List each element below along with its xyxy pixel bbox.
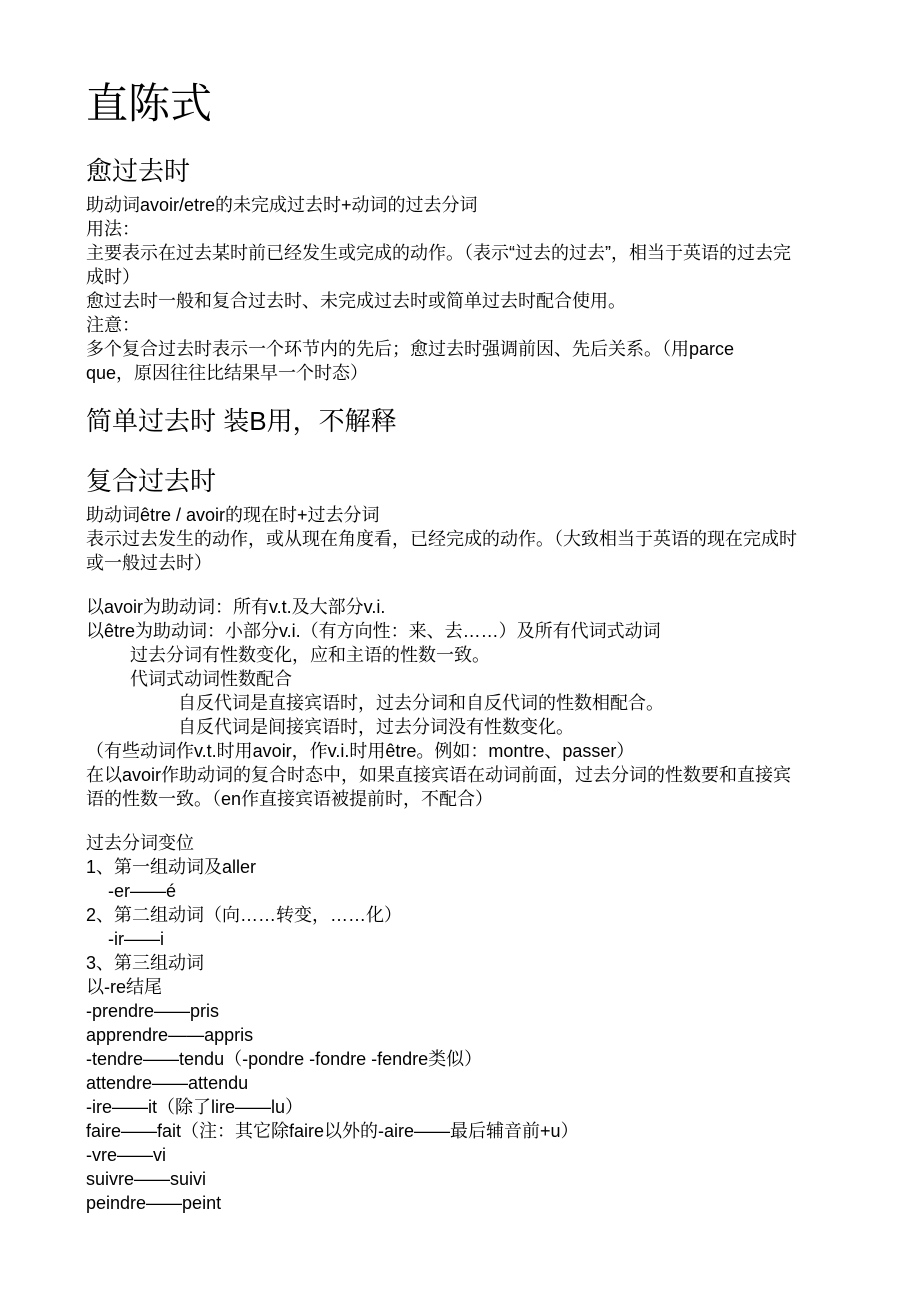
text-line: -tendre——tendu（-pondre -fondre -fendre类似） xyxy=(86,1049,483,1069)
text-line: suivre——suivi xyxy=(86,1169,207,1189)
text-line: 以avoir为助动词：所有v.t.及大部分v.i. xyxy=(86,597,386,617)
heading-passe-compose: 复合过去时 xyxy=(86,466,217,496)
text-line: 以être为助动词：小部分v.i.（有方向性：来、去……）及所有代词式动词 xyxy=(86,621,661,641)
text-line: peindre——peint xyxy=(86,1193,222,1213)
text-line: apprendre——appris xyxy=(86,1025,254,1045)
text-line: 注意： xyxy=(86,315,140,335)
text-line: 在以avoir作助动词的复合时态中，如果直接宾语在动词前面，过去分词的性数要和直接宾 xyxy=(86,765,792,785)
text-line: 自反代词是间接宾语时，过去分词没有性数变化。 xyxy=(178,717,574,737)
text-line: 自反代词是直接宾语时，过去分词和自反代词的性数相配合。 xyxy=(178,693,664,713)
page-title: 直陈式 xyxy=(86,80,213,127)
text-line: 3、第三组动词 xyxy=(86,953,205,973)
text-line: -ire——it（除了lire——lu） xyxy=(86,1097,304,1117)
text-line: 代词式动词性数配合 xyxy=(130,669,292,689)
text-line: 过去分词有性数变化，应和主语的性数一致。 xyxy=(130,645,490,665)
text-line: 过去分词变位 xyxy=(86,833,194,853)
text-line: 用法： xyxy=(86,219,140,239)
heading-plus-que-parfait: 愈过去时 xyxy=(86,156,191,186)
text-line: -vre——vi xyxy=(86,1145,166,1165)
text-line: -prendre——pris xyxy=(86,1001,220,1021)
text-line: 多个复合过去时表示一个环节内的先后；愈过去时强调前因、先后关系。（用parce xyxy=(86,339,735,359)
text-line: que，原因往往比结果早一个时态） xyxy=(86,363,369,383)
heading-passe-simple: 简单过去时 装B用，不解释 xyxy=(86,406,397,436)
text-line: faire——fait（注：其它除faire以外的-aire——最后辅音前+u） xyxy=(86,1121,579,1141)
text-line: 主要表示在过去某时前已经发生或完成的动作。（表示“过去的过去”，相当于英语的过去完 xyxy=(86,243,791,263)
text-line: 2、第二组动词（向……转变，……化） xyxy=(86,905,403,925)
text-line: 以-re结尾 xyxy=(86,977,162,997)
text-line: （有些动词作v.t.时用avoir，作v.i.时用être。例如：montre、passer） xyxy=(86,741,635,761)
text-line: 愈过去时一般和复合过去时、未完成过去时或简单过去时配合使用。 xyxy=(86,291,626,311)
text-line: 助动词avoir/etre的未完成过去时+动词的过去分词 xyxy=(86,195,478,215)
text-line: attendre——attendu xyxy=(86,1073,249,1093)
text-line: 语的性数一致。（en作直接宾语被提前时，不配合） xyxy=(86,789,494,809)
blank-line xyxy=(86,575,870,595)
text-line: -ir——i xyxy=(108,929,164,949)
text-line: -er——é xyxy=(108,881,177,901)
text-line: 助动词être / avoir的现在时+过去分词 xyxy=(86,505,380,525)
text-line: 或一般过去时） xyxy=(86,553,212,573)
text-line: 表示过去发生的动作，或从现在角度看，已经完成的动作。（大致相当于英语的现在完成时 xyxy=(86,529,797,549)
text-line: 成时） xyxy=(86,267,140,287)
blank-line xyxy=(86,811,870,831)
text-line: 1、第一组动词及aller xyxy=(86,857,257,877)
